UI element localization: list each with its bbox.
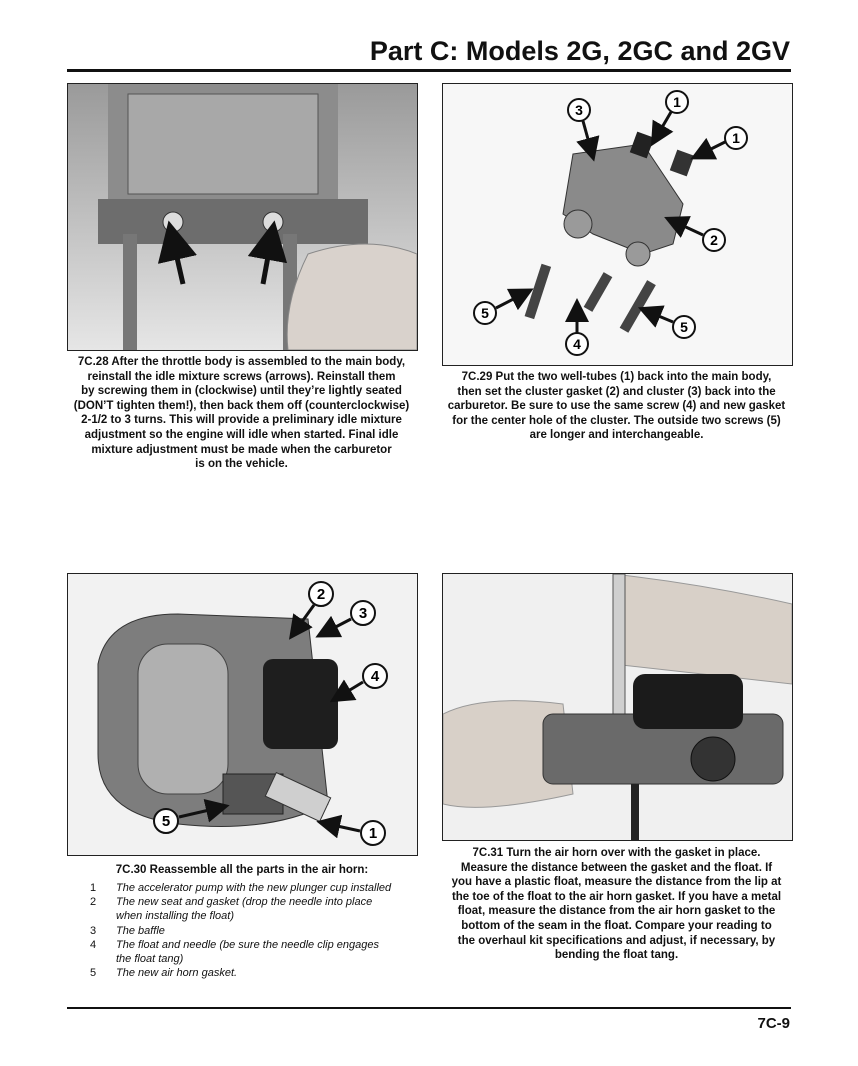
list-item-text: The baffle — [116, 924, 165, 937]
svg-text:2: 2 — [710, 232, 718, 248]
list-item-text: The float and needle (be sure the needle clip engages — [116, 938, 379, 951]
footer-rule — [67, 1007, 791, 1009]
svg-text:1: 1 — [368, 825, 378, 842]
svg-text:2: 2 — [316, 586, 326, 603]
caption-line: 7C.31 Turn the air horn over with the gasket in place. — [472, 847, 761, 859]
caption-line: is on the vehicle. — [195, 458, 288, 471]
caption-line: 7C.29 Put the two well-tubes (1) back into the main body, — [461, 371, 772, 383]
caption-line: for the center hole of the cluster. The outside two screws (5) — [452, 414, 781, 427]
svg-text:4: 4 — [573, 336, 581, 352]
caption-line: (DON’T tighten them!), then back them off (counterclockwise) — [73, 399, 410, 412]
caption-line: float, measure the distance from the air horn gasket to the — [457, 905, 776, 918]
caption-line: bending the float tang. — [554, 949, 679, 962]
figure-caption-7c30: 7C.30 Reassemble all the parts in the air horn: — [115, 864, 369, 876]
page-title: Part C: Models 2G, 2GC and 2GV — [369, 36, 790, 66]
parts-list — [90, 881, 410, 980]
photo-cluster-parts-graphic — [443, 84, 792, 365]
svg-text:5: 5 — [161, 813, 171, 830]
caption-line: carburetor. Be sure to use the same screw (4) and new gasket — [447, 400, 786, 413]
caption-line: are longer and interchangeable. — [529, 429, 704, 442]
list-item-text: The new seat and gasket (drop the needle into place — [116, 896, 373, 909]
caption-line: bottom of the seam in the float. Compare your reading to — [461, 919, 772, 932]
list-item-text: The new air horn gasket. — [116, 967, 238, 980]
caption-line: the toe of the float to the air horn gasket. If you have a metal — [451, 890, 782, 903]
caption-line: then set the cluster gasket (2) and cluster (3) back into the — [457, 385, 776, 398]
photo-idle-mixture-screws — [67, 83, 418, 351]
caption-line: adjustment so the engine will idle when started. Final idle — [84, 428, 399, 441]
svg-text:5: 5 — [481, 305, 489, 321]
list-item-number: 2 — [90, 896, 97, 909]
svg-text:1: 1 — [673, 94, 681, 110]
list-item — [90, 895, 410, 923]
caption-line: you have a plastic float, measure the distance from the lip at — [451, 876, 782, 889]
list-item-text: the float tang) — [116, 953, 184, 966]
photo-air-horn-parts-graphic — [68, 574, 417, 855]
list-item — [90, 881, 410, 895]
list-item-number: 5 — [90, 967, 97, 980]
list-item-number: 3 — [90, 924, 97, 937]
caption-line: reinstall the idle mixture screws (arrows). Reinstall them — [87, 370, 396, 383]
header-rule — [67, 69, 791, 72]
list-item — [90, 966, 410, 980]
photo-air-horn-parts — [67, 573, 418, 856]
caption-line: the overhaul kit specifications and adjust, if necessary, by — [457, 934, 776, 947]
figure-caption-7c29 — [436, 370, 797, 443]
svg-text:4: 4 — [370, 668, 380, 685]
list-item — [90, 924, 410, 938]
caption-line: mixture adjustment must be made when the carburetor — [91, 443, 392, 456]
svg-text:5: 5 — [680, 319, 688, 335]
svg-text:1: 1 — [732, 130, 740, 146]
list-item-number: 4 — [90, 938, 97, 951]
svg-text:3: 3 — [575, 102, 583, 118]
figure-caption-7c31 — [436, 846, 797, 963]
caption-line: by screwing them in (clockwise) until they’re lightly seated — [81, 385, 402, 398]
figure-caption-7c28 — [60, 355, 423, 472]
svg-text:3: 3 — [358, 605, 368, 622]
caption-line: 2-1/2 to 3 turns. This will provide a preliminary idle mixture — [81, 414, 402, 427]
list-item-text: The accelerator pump with the new plunger cup installed — [116, 882, 392, 894]
caption-line: 7C.28 After the throttle body is assembled to the main body, — [77, 356, 406, 368]
list-item — [90, 938, 410, 966]
list-item-number: 1 — [90, 882, 97, 894]
page-number: 7C-9 — [757, 1015, 790, 1032]
photo-float-measurement — [442, 573, 793, 841]
photo-float-measurement-graphic — [443, 574, 792, 840]
list-item-text: when installing the float) — [116, 910, 235, 923]
caption-line: Measure the distance between the gasket and the float. If — [460, 861, 773, 874]
photo-idle-mixture-screws-graphic — [68, 84, 417, 350]
photo-cluster-parts — [442, 83, 793, 366]
